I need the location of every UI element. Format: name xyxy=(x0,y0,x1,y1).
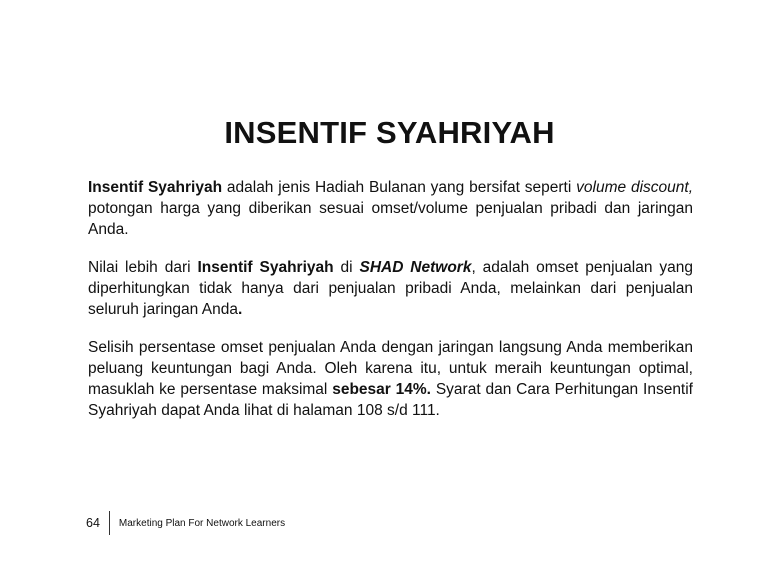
text-segment: sebesar 14%. xyxy=(332,381,431,398)
page-number: 64 xyxy=(86,516,100,530)
page-title: INSENTIF SYAHRIYAH xyxy=(224,114,555,150)
text-segment: Nilai lebih dari xyxy=(88,259,198,276)
paragraph-1 xyxy=(88,177,693,240)
page-footer xyxy=(86,511,285,535)
paragraph-2 xyxy=(88,257,693,320)
text-segment: Syarat dan Cara Perhitungan Insentif Syahriyah dapat Anda lihat di halaman 108 s/d 111. xyxy=(88,381,693,419)
text-segment: adalah jenis Hadiah Bulanan yang bersifat seperti xyxy=(222,179,577,196)
text-segment: , adalah omset penjualan yang diperhitungkan tidak hanya dari penjualan pribadi Anda, melainkan dari penjualan seluruh jaringan Anda xyxy=(88,259,693,318)
text-segment: potongan harga yang diberikan sesuai omset/volume penjualan pribadi dan jaringan Anda. xyxy=(88,200,693,238)
text-segment: di xyxy=(333,259,360,276)
text-segment: SHAD Network xyxy=(359,259,472,276)
paragraph-3 xyxy=(88,337,693,421)
text-segment: Insentif Syahriyah xyxy=(197,259,334,276)
text-segment: volume discount, xyxy=(576,179,693,196)
body-text xyxy=(88,177,693,438)
text-segment: Selisih persentase omset penjualan Anda dengan jaringan langsung Anda memberikan peluang keuntungan bagi Anda. Oleh karena itu, untuk meraih keuntungan optimal, masuklah ke persentase maksimal xyxy=(88,339,693,398)
footer-text: Marketing Plan For Network Learners xyxy=(118,517,286,529)
text-segment: Insentif Syahriyah xyxy=(88,179,223,196)
text-segment: . xyxy=(237,301,243,318)
footer-divider xyxy=(109,511,110,535)
